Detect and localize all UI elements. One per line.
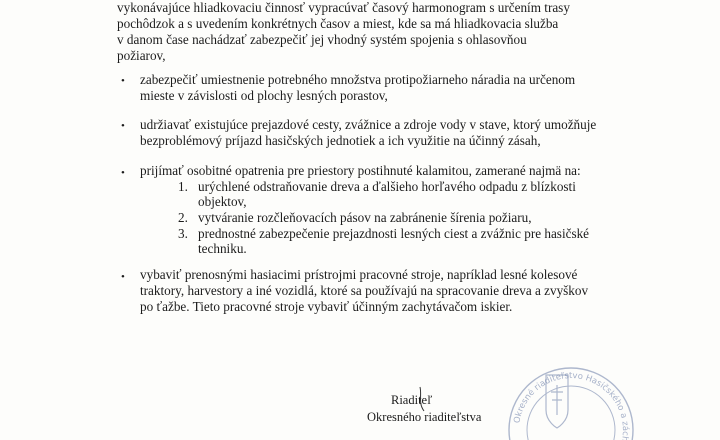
bullet-line: mieste v závislosti od plochy lesných porastov, xyxy=(140,88,388,103)
list-item-line: vytváranie rozčleňovacích pásov na zabránenie šírenia požiaru, xyxy=(198,210,532,225)
list-number: 2. xyxy=(178,210,188,225)
bullet-dot: • xyxy=(121,120,125,132)
list-item-line: objektov, xyxy=(198,194,247,209)
bullet-line: udržiavať existujúce prejazdové cesty, zvážnice a zdroje vody v stave, ktorý umožňuje xyxy=(140,117,597,132)
intro-line: v danom čase nachádzať zabezpečiť jej vhodný systém spojenia s ohlasovňou xyxy=(117,32,527,47)
bullet-line: bezproblémový príjazd hasičských jednotiek a ich využitie na účinný zásah, xyxy=(140,133,541,148)
bullet-line: po ťažbe. Tieto pracovné stroje vybaviť účinným zachytávačom iskier. xyxy=(140,299,513,314)
list-item-line: urýchlené odstraňovanie dreva a ďalšieho horľavého odpadu z blízkosti xyxy=(198,179,576,194)
bullet-dot: • xyxy=(121,75,125,87)
handwritten-signature xyxy=(410,385,450,415)
list-item-line: prednostné zabezpečenie prejazdnosti lesných ciest a zvážnic pre hasičské xyxy=(198,226,590,241)
bullet-line: vybaviť prenosnými hasiacimi prístrojmi pracovné stroje, napríklad lesné kolesové xyxy=(140,267,578,282)
official-stamp xyxy=(506,330,636,440)
list-number: 1. xyxy=(178,179,188,194)
list-item-line: techniku. xyxy=(198,241,247,256)
intro-line: požiarov, xyxy=(117,48,166,63)
stamp-ring-text: Okresné riaditeľstvo Hasičského a zách xyxy=(512,370,631,440)
bullet-line: traktory, harvestory a iné vozidlá, ktoré sa používajú na spracovanie dreva a zvyškov xyxy=(140,283,589,298)
signature-org: Okresného riaditeľstva xyxy=(367,410,482,424)
list-number: 3. xyxy=(178,226,188,241)
bullet-dot: • xyxy=(121,167,125,179)
intro-line: pochôdzok a s uvedením konkrétnych časov a miest, kde sa má hliadkovacia služba xyxy=(117,16,559,31)
intro-line: vykonávajúce hliadkovaciu činnosť vypracúvať časový harmonogram s určením trasy xyxy=(117,0,570,15)
bullet-line: prijímať osobitné opatrenia pre priestory postihnuté kalamitou, zamerané najmä na: xyxy=(140,163,581,178)
bullet-dot: • xyxy=(121,271,125,283)
bullet-line: zabezpečiť umiestnenie potrebného množstva protipožiarneho náradia na určenom xyxy=(140,72,576,87)
signature-title: Riaditeľ xyxy=(391,393,433,407)
